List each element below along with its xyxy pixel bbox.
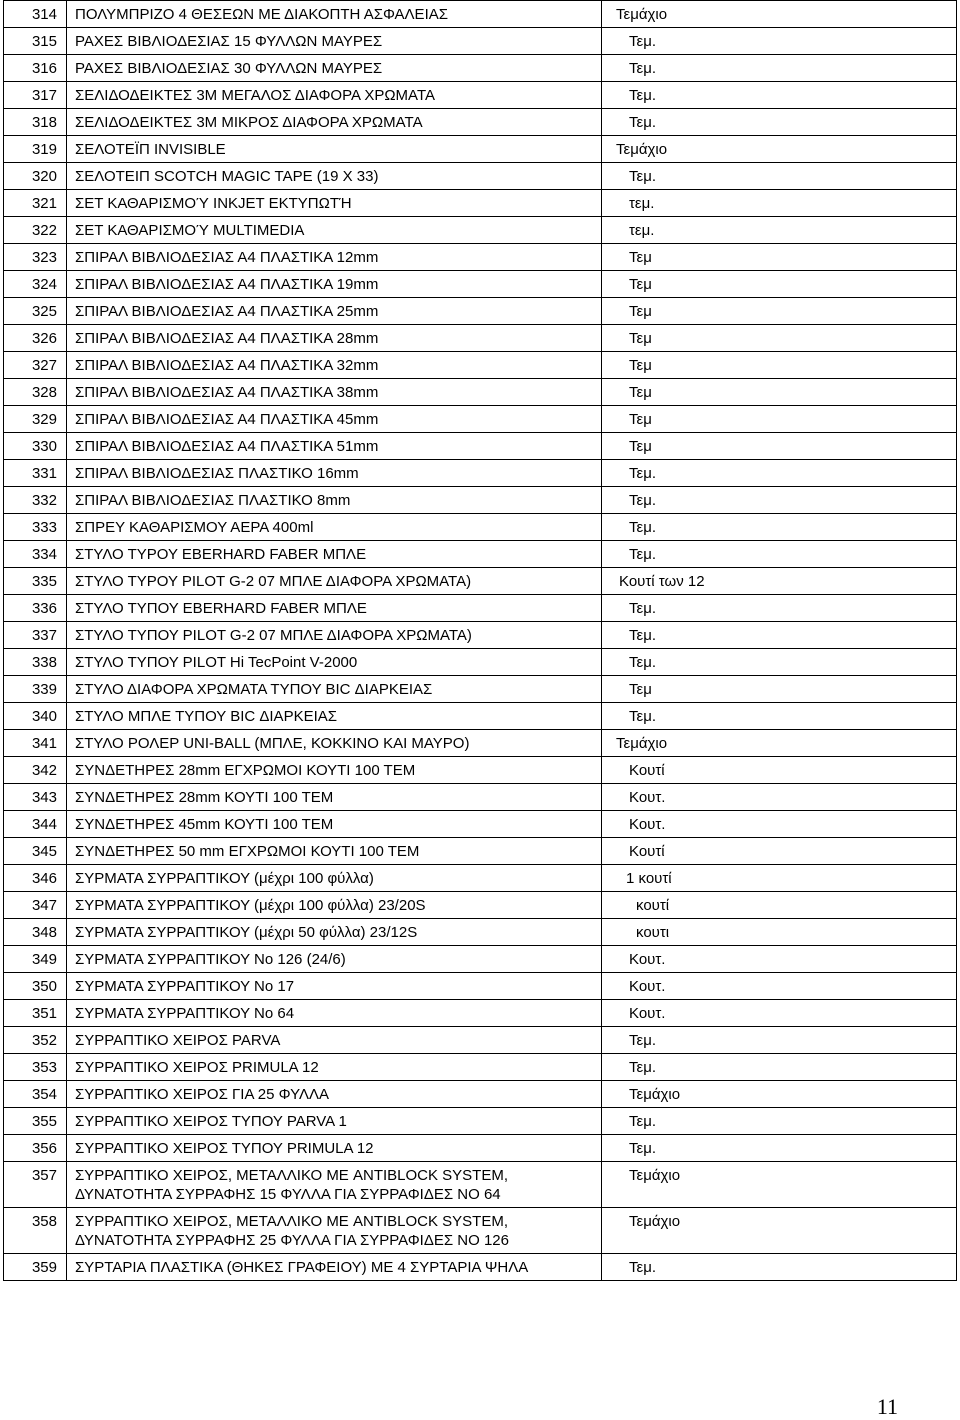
item-unit: Τεμ xyxy=(602,379,957,406)
item-unit: Τεμ. xyxy=(602,703,957,730)
item-unit: Τεμάχιο xyxy=(602,1,957,28)
item-number: 358 xyxy=(4,1208,67,1254)
item-description: ΣΥΡΜΑΤΑ ΣΥΡΡΑΠΤΙΚΟΥ No 64 xyxy=(67,1000,602,1027)
item-unit: Τεμ. xyxy=(602,1135,957,1162)
item-number: 357 xyxy=(4,1162,67,1208)
item-unit: Τεμ. xyxy=(602,109,957,136)
item-number: 320 xyxy=(4,163,67,190)
table-row xyxy=(4,28,957,55)
item-description: ΣΤΥΛΟ ΔΙΑΦΟΡΑ ΧΡΩΜΑΤΑ ΤΥΠΟΥ BIC ΔΙΑΡΚΕΙΑΣ xyxy=(67,676,602,703)
item-unit: Τεμ xyxy=(602,271,957,298)
table-row xyxy=(4,1254,957,1281)
item-unit: Κουτ. xyxy=(602,973,957,1000)
item-unit: Κουτί xyxy=(602,757,957,784)
item-description: ΡΑΧΕΣ ΒΙΒΛΙΟΔΕΣΙΑΣ 15 ΦΥΛΛΩΝ ΜΑΥΡΕΣ xyxy=(67,28,602,55)
item-unit: Τεμ. xyxy=(602,1054,957,1081)
table-row xyxy=(4,919,957,946)
item-description: ΣΕΤ ΚΑΘΑΡΙΣΜΟΎ MULTIMEDIA xyxy=(67,217,602,244)
item-number: 331 xyxy=(4,460,67,487)
table-row xyxy=(4,352,957,379)
table-row xyxy=(4,82,957,109)
item-description: ΣΥΡΜΑΤΑ ΣΥΡΡΑΠΤΙΚΟΥ No 126 (24/6) xyxy=(67,946,602,973)
item-unit: Τεμ xyxy=(602,352,957,379)
item-unit: Κουτί των 12 xyxy=(602,568,957,595)
item-number: 329 xyxy=(4,406,67,433)
item-number: 338 xyxy=(4,649,67,676)
table-row xyxy=(4,946,957,973)
item-unit: Τεμ xyxy=(602,298,957,325)
item-number: 348 xyxy=(4,919,67,946)
item-description: ΣΤΥΛΟ ΡΟΛΕΡ UNI-BALL (ΜΠΛΕ, ΚΟΚΚΙΝΟ ΚΑΙ ΜΑΥΡΟ) xyxy=(67,730,602,757)
item-description: ΣΠΙΡΑΛ ΒΙΒΛΙΟΔΕΣΙΑΣ Α4 ΠΛΑΣΤΙΚΑ 38mm xyxy=(67,379,602,406)
item-unit: Τεμ. xyxy=(602,55,957,82)
item-number: 354 xyxy=(4,1081,67,1108)
table-row xyxy=(4,1081,957,1108)
item-description: ΣΠΙΡΑΛ ΒΙΒΛΙΟΔΕΣΙΑΣ Α4 ΠΛΑΣΤΙΚΑ 12mm xyxy=(67,244,602,271)
item-description: ΣΤΥΛΟ ΜΠΛΕ ΤΥΠΟΥ BIC ΔΙΑΡΚΕΙΑΣ xyxy=(67,703,602,730)
item-description: ΣΤΥΛΟ ΤΥΡΟΥ EBERHARD FABER ΜΠΛΕ xyxy=(67,541,602,568)
table-row xyxy=(4,136,957,163)
item-number: 316 xyxy=(4,55,67,82)
table-row xyxy=(4,298,957,325)
table-row xyxy=(4,703,957,730)
item-unit: Τεμ xyxy=(602,244,957,271)
table-row xyxy=(4,1027,957,1054)
item-number: 319 xyxy=(4,136,67,163)
table-row xyxy=(4,163,957,190)
item-description: ΣΠΙΡΑΛ ΒΙΒΛΙΟΔΕΣΙΑΣ Α4 ΠΛΑΣΤΙΚΑ 32mm xyxy=(67,352,602,379)
item-number: 339 xyxy=(4,676,67,703)
item-unit: Τεμ xyxy=(602,676,957,703)
table-row xyxy=(4,568,957,595)
item-description: ΣΥΡΜΑΤΑ ΣΥΡΡΑΠΤΙΚΟΥ (μέχρι 100 φύλλα) xyxy=(67,865,602,892)
items-table-body xyxy=(4,1,957,1281)
item-unit: Κουτ. xyxy=(602,946,957,973)
table-row xyxy=(4,514,957,541)
item-number: 321 xyxy=(4,190,67,217)
item-unit: Τεμ. xyxy=(602,541,957,568)
item-description: ΣΕΛΙΔΟΔΕΙΚΤΕΣ 3Μ ΜΙΚΡΟΣ ΔΙΑΦΟΡΑ ΧΡΩΜΑΤΑ xyxy=(67,109,602,136)
item-description: ΣΥΡΡΑΠΤΙΚΟ ΧΕΙΡΟΣ, ΜΕΤΑΛΛΙΚΟ ΜΕ ANTIBLOCK SYSTEM, ΔΥΝΑΤΟΤΗΤΑ ΣΥΡΡΑΦΗΣ 15 ΦΥΛΛΑ ΓΙΑ ΣΥΡΡΑΦΙΔΕΣ ΝΟ 64 xyxy=(67,1162,602,1208)
item-description: ΣΤΥΛΟ ΤΥΠΟΥ PILOT G-2 07 ΜΠΛΕ ΔΙΑΦΟΡΑ ΧΡΩΜΑΤΑ) xyxy=(67,622,602,649)
item-number: 345 xyxy=(4,838,67,865)
item-unit: Τεμ. xyxy=(602,28,957,55)
item-number: 325 xyxy=(4,298,67,325)
item-number: 350 xyxy=(4,973,67,1000)
item-number: 327 xyxy=(4,352,67,379)
item-description: ΣΠΙΡΑΛ ΒΙΒΛΙΟΔΕΣΙΑΣ ΠΛΑΣΤΙΚΟ 8mm xyxy=(67,487,602,514)
item-description: ΣΥΝΔΕΤΗΡΕΣ 28mm ΚΟΥΤΙ 100 ΤΕΜ xyxy=(67,784,602,811)
item-unit: Κουτ. xyxy=(602,811,957,838)
table-row xyxy=(4,1208,957,1254)
item-description: ΣΥΡΡΑΠΤΙΚΟ ΧΕΙΡΟΣ PARVA xyxy=(67,1027,602,1054)
item-number: 317 xyxy=(4,82,67,109)
table-row xyxy=(4,676,957,703)
item-description: ΣΠΡΕΥ ΚΑΘΑΡΙΣΜΟΥ ΑΕΡΑ 400ml xyxy=(67,514,602,541)
item-number: 352 xyxy=(4,1027,67,1054)
item-number: 341 xyxy=(4,730,67,757)
item-description: ΣΠΙΡΑΛ ΒΙΒΛΙΟΔΕΣΙΑΣ ΠΛΑΣΤΙΚΟ 16mm xyxy=(67,460,602,487)
table-row xyxy=(4,757,957,784)
table-row xyxy=(4,784,957,811)
item-description: ΣΥΡΡΑΠΤΙΚΟ ΧΕΙΡΟΣ, ΜΕΤΑΛΛΙΚΟ ΜΕ ANTIBLOCK SYSTEM, ΔΥΝΑΤΟΤΗΤΑ ΣΥΡΡΑΦΗΣ 25 ΦΥΛΛΑ ΓΙΑ ΣΥΡΡΑΦΙΔΕΣ ΝΟ 126 xyxy=(67,1208,602,1254)
table-row xyxy=(4,541,957,568)
table-row xyxy=(4,244,957,271)
item-number: 333 xyxy=(4,514,67,541)
item-description: ΣΕΛΟΤΕΪΠ INVISIBLE xyxy=(67,136,602,163)
table-row xyxy=(4,55,957,82)
item-description: ΣΥΡΡΑΠΤΙΚΟ ΧΕΙΡΟΣ ΤΥΠΟΥ PRIMULA 12 xyxy=(67,1135,602,1162)
item-unit: 1 κουτί xyxy=(602,865,957,892)
item-number: 334 xyxy=(4,541,67,568)
table-row xyxy=(4,325,957,352)
item-number: 353 xyxy=(4,1054,67,1081)
item-description: ΣΤΥΛΟ ΤΥΡΟΥ PILOT G-2 07 ΜΠΛΕ ΔΙΑΦΟΡΑ ΧΡΩΜΑΤΑ) xyxy=(67,568,602,595)
item-number: 342 xyxy=(4,757,67,784)
item-unit: Τεμάχιο xyxy=(602,1081,957,1108)
table-row xyxy=(4,433,957,460)
item-description: ΣΕΤ ΚΑΘΑΡΙΣΜΟΎ INKJET ΕΚΤΥΠΩΤΉ xyxy=(67,190,602,217)
item-number: 314 xyxy=(4,1,67,28)
item-number: 328 xyxy=(4,379,67,406)
item-number: 337 xyxy=(4,622,67,649)
item-unit: Τεμ. xyxy=(602,649,957,676)
item-description: ΣΠΙΡΑΛ ΒΙΒΛΙΟΔΕΣΙΑΣ Α4 ΠΛΑΣΤΙΚΑ 28mm xyxy=(67,325,602,352)
item-number: 324 xyxy=(4,271,67,298)
item-description: ΣΠΙΡΑΛ ΒΙΒΛΙΟΔΕΣΙΑΣ Α4 ΠΛΑΣΤΙΚΑ 25mm xyxy=(67,298,602,325)
item-number: 351 xyxy=(4,1000,67,1027)
item-number: 344 xyxy=(4,811,67,838)
table-row xyxy=(4,109,957,136)
item-number: 326 xyxy=(4,325,67,352)
table-row xyxy=(4,1162,957,1208)
item-unit: Τεμ. xyxy=(602,1254,957,1281)
item-description: ΣΥΡΡΑΠΤΙΚΟ ΧΕΙΡΟΣ ΤΥΠΟΥ PARVA 1 xyxy=(67,1108,602,1135)
item-description: ΣΤΥΛΟ ΤΥΠΟΥ EBERHARD FABER ΜΠΛΕ xyxy=(67,595,602,622)
item-number: 322 xyxy=(4,217,67,244)
table-row xyxy=(4,838,957,865)
item-unit: Τεμ. xyxy=(602,622,957,649)
table-row xyxy=(4,811,957,838)
item-description: ΣΥΡΤΑΡΙΑ ΠΛΑΣΤΙΚΑ (ΘΗΚΕΣ ΓΡΑΦΕΙΟΥ) ΜΕ 4 ΣΥΡΤΑΡΙΑ ΨΗΛΑ xyxy=(67,1254,602,1281)
item-number: 347 xyxy=(4,892,67,919)
item-unit: τεμ. xyxy=(602,217,957,244)
table-row xyxy=(4,1,957,28)
items-table xyxy=(3,0,957,1281)
item-description: ΣΥΡΡΑΠΤΙΚΟ ΧΕΙΡΟΣ ΓΙΑ 25 ΦΥΛΛΑ xyxy=(67,1081,602,1108)
item-unit: Τεμ. xyxy=(602,514,957,541)
item-unit: Τεμ xyxy=(602,325,957,352)
item-number: 340 xyxy=(4,703,67,730)
item-description: ΣΕΛΟΤΕΙΠ SCOTCH MAGIC TAPE (19 X 33) xyxy=(67,163,602,190)
item-unit: Τεμ. xyxy=(602,595,957,622)
item-description: ΣΠΙΡΑΛ ΒΙΒΛΙΟΔΕΣΙΑΣ Α4 ΠΛΑΣΤΙΚΑ 51mm xyxy=(67,433,602,460)
item-number: 343 xyxy=(4,784,67,811)
item-number: 349 xyxy=(4,946,67,973)
table-row xyxy=(4,649,957,676)
item-description: ΠΟΛΥΜΠΡΙΖΟ 4 ΘΕΣΕΩΝ ΜΕ ΔΙΑΚΟΠΤΗ ΑΣΦΑΛΕΙΑΣ xyxy=(67,1,602,28)
item-unit: τεμ. xyxy=(602,190,957,217)
item-number: 330 xyxy=(4,433,67,460)
item-number: 336 xyxy=(4,595,67,622)
item-unit: Τεμάχιο xyxy=(602,1208,957,1254)
item-unit: Τεμ. xyxy=(602,1108,957,1135)
item-description: ΣΥΡΡΑΠΤΙΚΟ ΧΕΙΡΟΣ PRIMULA 12 xyxy=(67,1054,602,1081)
page-number: 11 xyxy=(876,1394,898,1419)
item-description: ΣΥΝΔΕΤΗΡΕΣ 45mm ΚΟΥΤΙ 100 ΤΕΜ xyxy=(67,811,602,838)
item-unit: Κουτ. xyxy=(602,1000,957,1027)
item-unit: Τεμ. xyxy=(602,460,957,487)
table-row xyxy=(4,379,957,406)
item-number: 315 xyxy=(4,28,67,55)
item-unit: Τεμάχιο xyxy=(602,730,957,757)
item-unit: κουτί xyxy=(602,892,957,919)
item-description: ΣΤΥΛΟ ΤΥΠΟΥ PILOT Hi TecPoint V-2000 xyxy=(67,649,602,676)
table-row xyxy=(4,730,957,757)
item-number: 355 xyxy=(4,1108,67,1135)
item-description: ΣΥΡΜΑΤΑ ΣΥΡΡΑΠΤΙΚΟΥ (μέχρι 100 φύλλα) 23/20S xyxy=(67,892,602,919)
table-row xyxy=(4,595,957,622)
item-unit: Τεμ. xyxy=(602,82,957,109)
table-row xyxy=(4,487,957,514)
item-number: 346 xyxy=(4,865,67,892)
item-description: ΣΥΝΔΕΤΗΡΕΣ 50 mm ΕΓΧΡΩΜΟΙ ΚΟΥΤΙ 100 ΤΕΜ xyxy=(67,838,602,865)
item-unit: Τεμ. xyxy=(602,163,957,190)
item-number: 359 xyxy=(4,1254,67,1281)
item-number: 335 xyxy=(4,568,67,595)
item-description: ΣΕΛΙΔΟΔΕΙΚΤΕΣ 3Μ ΜΕΓΑΛΟΣ ΔΙΑΦΟΡΑ ΧΡΩΜΑΤΑ xyxy=(67,82,602,109)
item-unit: Τεμάχιο xyxy=(602,1162,957,1208)
table-row xyxy=(4,406,957,433)
table-row xyxy=(4,1108,957,1135)
table-row xyxy=(4,865,957,892)
table-row xyxy=(4,973,957,1000)
table-row xyxy=(4,892,957,919)
item-unit: Κουτί xyxy=(602,838,957,865)
item-number: 318 xyxy=(4,109,67,136)
table-row xyxy=(4,271,957,298)
table-row xyxy=(4,217,957,244)
table-row xyxy=(4,1135,957,1162)
item-unit: κουτι xyxy=(602,919,957,946)
item-unit: Τεμ xyxy=(602,406,957,433)
item-description: ΡΑΧΕΣ ΒΙΒΛΙΟΔΕΣΙΑΣ 30 ΦΥΛΛΩΝ ΜΑΥΡΕΣ xyxy=(67,55,602,82)
item-description: ΣΥΡΜΑΤΑ ΣΥΡΡΑΠΤΙΚΟΥ (μέχρι 50 φύλλα) 23/12S xyxy=(67,919,602,946)
item-description: ΣΠΙΡΑΛ ΒΙΒΛΙΟΔΕΣΙΑΣ Α4 ΠΛΑΣΤΙΚΑ 19mm xyxy=(67,271,602,298)
item-description: ΣΠΙΡΑΛ ΒΙΒΛΙΟΔΕΣΙΑΣ Α4 ΠΛΑΣΤΙΚΑ 45mm xyxy=(67,406,602,433)
item-unit: Τεμ. xyxy=(602,1027,957,1054)
item-description: ΣΥΡΜΑΤΑ ΣΥΡΡΑΠΤΙΚΟΥ No 17 xyxy=(67,973,602,1000)
table-row xyxy=(4,460,957,487)
item-unit: Τεμ. xyxy=(602,487,957,514)
item-unit: Κουτ. xyxy=(602,784,957,811)
table-row xyxy=(4,190,957,217)
table-row xyxy=(4,1000,957,1027)
item-number: 332 xyxy=(4,487,67,514)
table-row xyxy=(4,622,957,649)
item-unit: Τεμάχιο xyxy=(602,136,957,163)
item-number: 323 xyxy=(4,244,67,271)
table-row xyxy=(4,1054,957,1081)
item-description: ΣΥΝΔΕΤΗΡΕΣ 28mm ΕΓΧΡΩΜΟΙ ΚΟΥΤΙ 100 ΤΕΜ xyxy=(67,757,602,784)
item-number: 356 xyxy=(4,1135,67,1162)
item-unit: Τεμ xyxy=(602,433,957,460)
